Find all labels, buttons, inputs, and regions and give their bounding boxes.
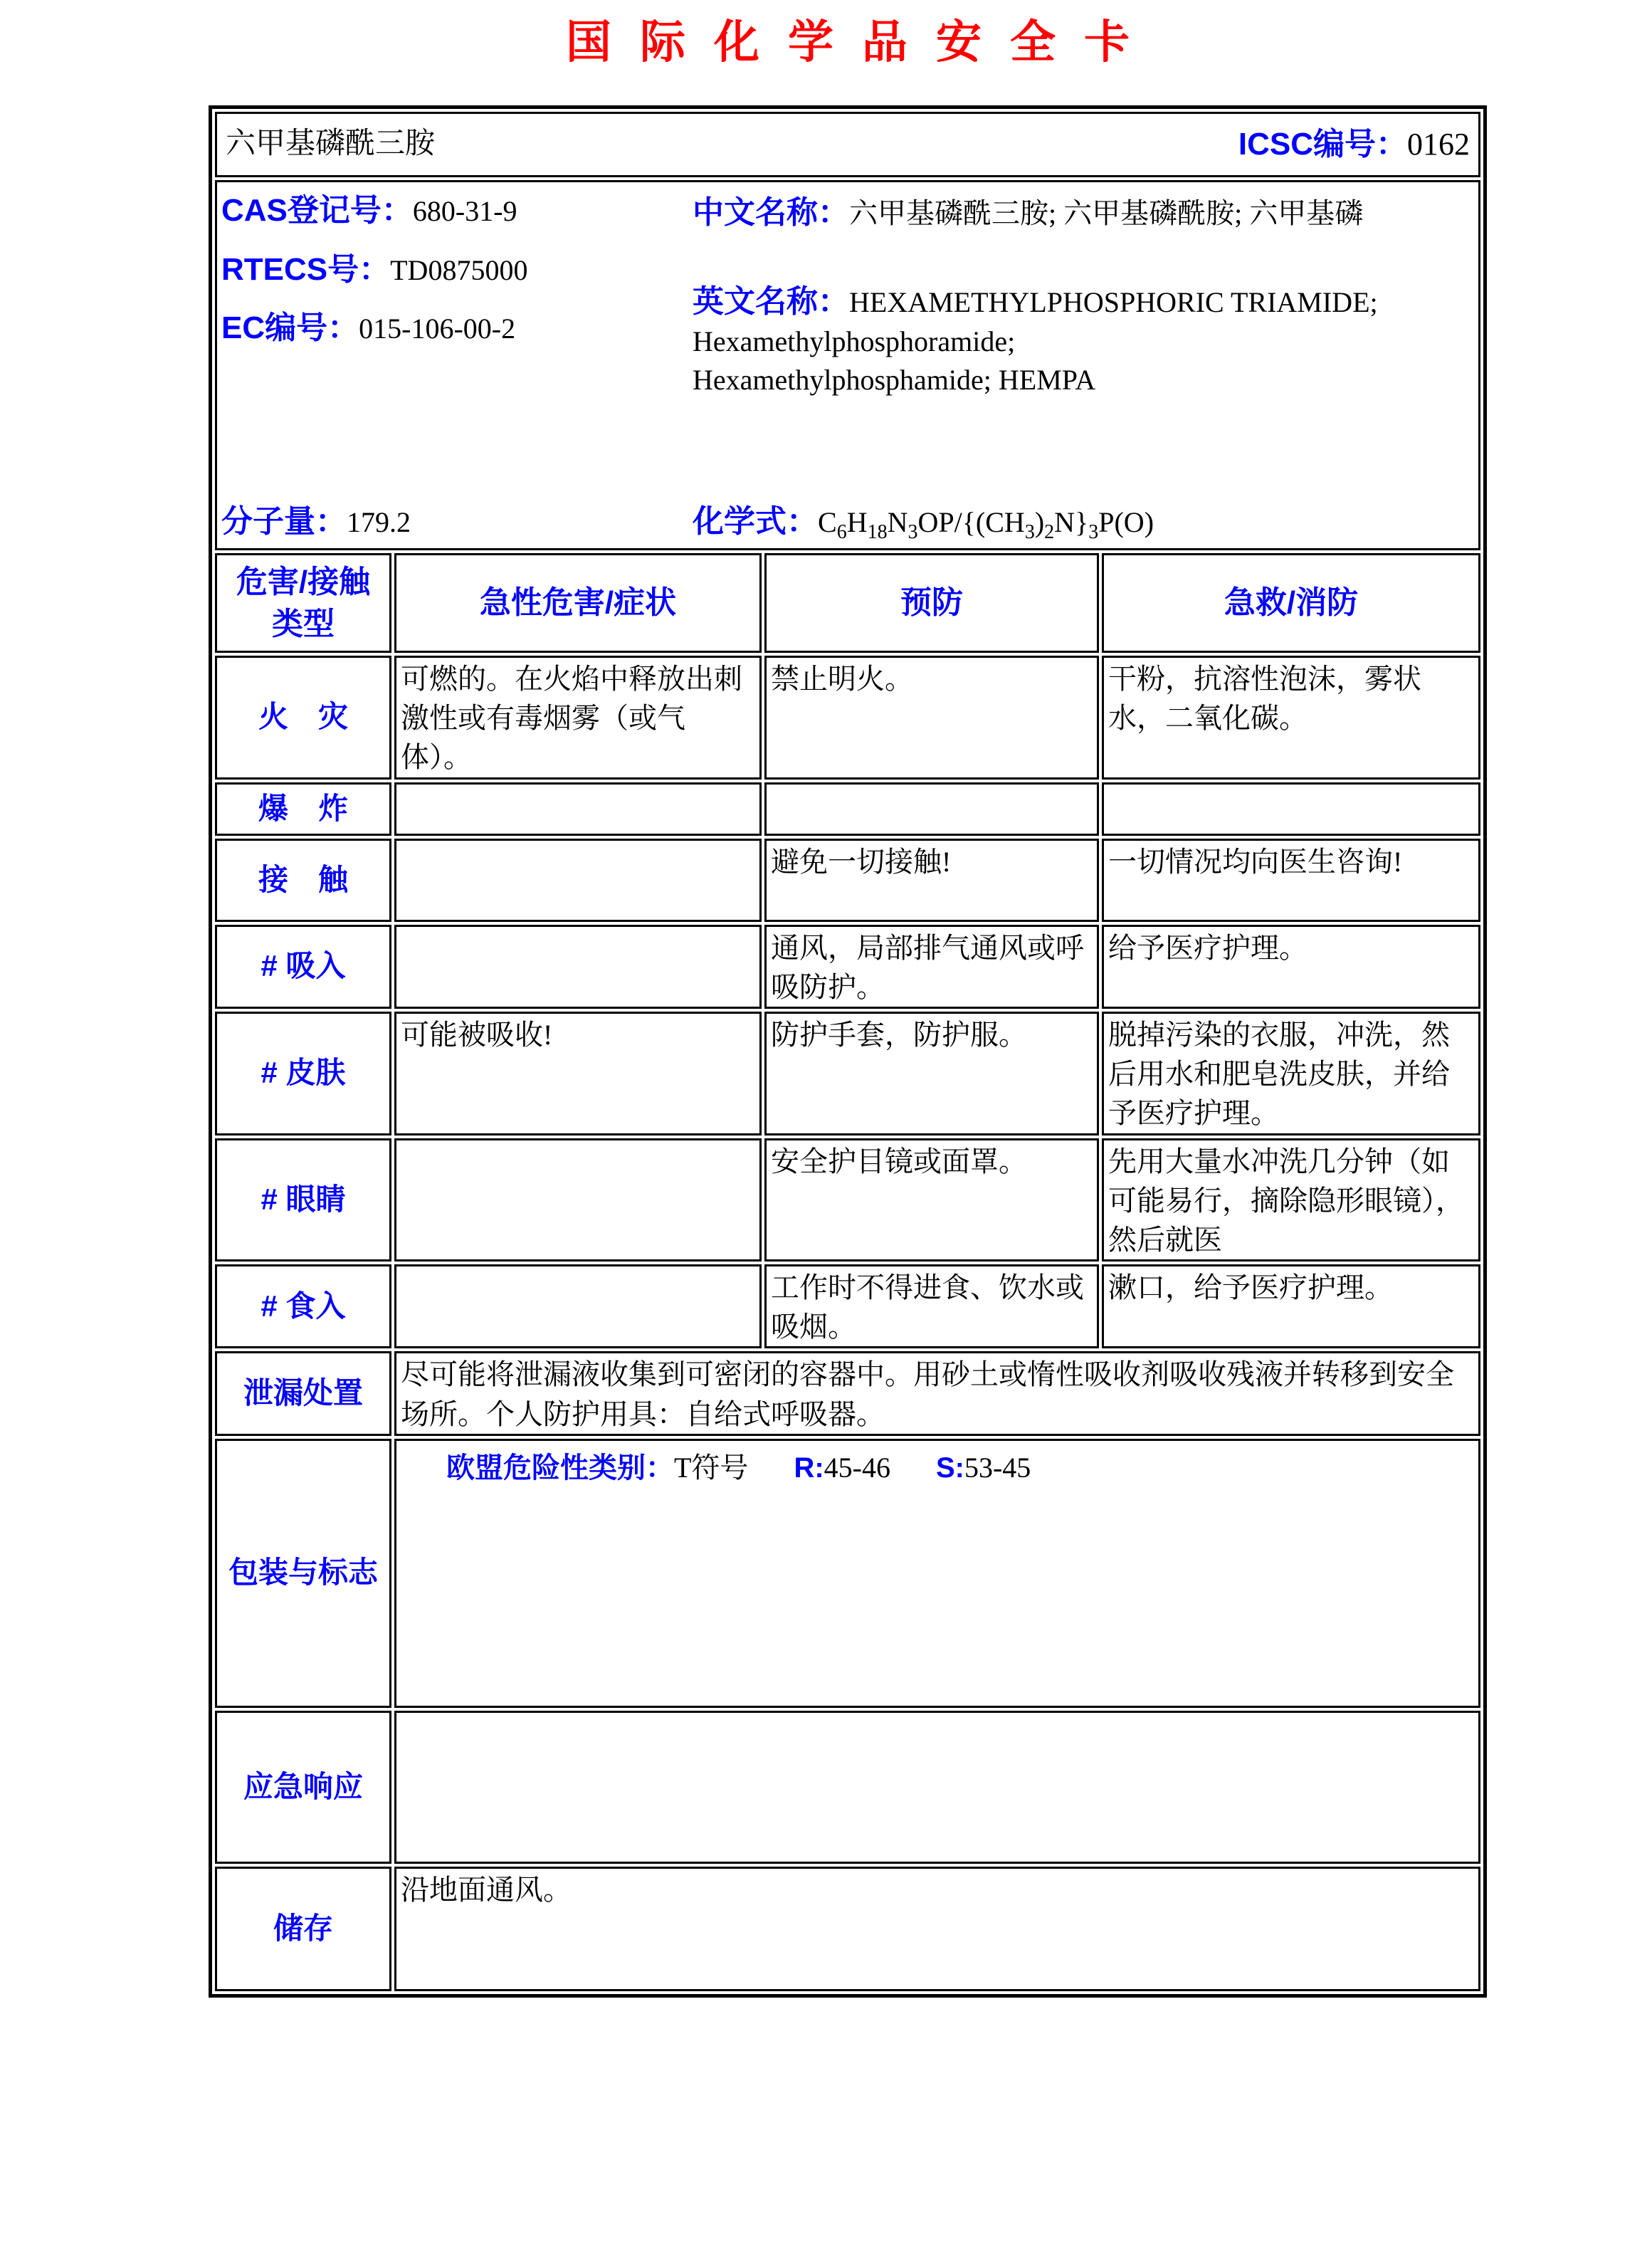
name-row [215, 112, 1480, 177]
identifiers-row [215, 180, 1480, 550]
fire-prevention: 禁止明火。 [764, 656, 1099, 780]
eyes-row [215, 1138, 1480, 1262]
fire-first-aid: 干粉，抗溶性泡沫，雾状水，二氧化碳。 [1102, 656, 1480, 780]
hazard-header-row [215, 553, 1480, 653]
chemical-names [693, 189, 1474, 500]
s-phrase-value: 53-45 [964, 1451, 1031, 1484]
chemical-formula-value: $C_6H_{18}N_3OP/\{(CH_3)_2N\}_3P(O)$ [818, 506, 1154, 544]
skin-row [215, 1012, 1480, 1135]
molecular-weight [221, 500, 693, 547]
r-phrase-value: 45-46 [824, 1451, 890, 1484]
contact-prevention: 避免一切接触! [764, 839, 1099, 922]
r-phrase-label: R: [794, 1452, 824, 1484]
skin-label: # 皮肤 [215, 1012, 391, 1135]
cas-label: CAS登记号： [221, 193, 413, 228]
name-bar [221, 114, 1474, 175]
ingestion-label: # 食入 [215, 1264, 391, 1348]
spill-text: 尽可能将泄漏液收集到可密闭的容器中。用砂土或惰性吸收剂吸收残液并转移到安全场所。个人防护用具：自给式呼吸器。 [394, 1351, 1480, 1435]
storage-row [215, 1867, 1480, 1991]
eu-class-value: T符号 [674, 1451, 749, 1484]
emergency-text [394, 1711, 1480, 1864]
emergency-row [215, 1711, 1480, 1864]
page-title: 国际化学品安全卡 [566, 17, 1158, 68]
chemical-name: 六甲基磷酰三胺 [226, 127, 436, 161]
rtecs-number [221, 248, 693, 292]
contact-row [215, 839, 1480, 922]
inhalation-first-aid: 给予医疗护理。 [1102, 925, 1480, 1009]
icsc-value: 0162 [1407, 126, 1470, 162]
icsc-label: ICSC编号： [1238, 126, 1407, 162]
english-name-label: 英文名称： [693, 284, 849, 319]
english-name-value: HEXAMETHYLPHOSPHORIC TRIAMIDE; Hexamethylphosphoramide; Hexamethylphosphamide; HEMPA [693, 286, 1378, 397]
inhalation-label: # 吸入 [215, 925, 391, 1009]
ec-number [221, 307, 693, 350]
header-acute-hazards: 急性危害/症状 [394, 553, 762, 653]
chinese-name-label: 中文名称： [693, 195, 849, 230]
contact-symptom [394, 839, 762, 922]
inhalation-row [215, 925, 1480, 1009]
english-name [693, 280, 1467, 399]
eyes-prevention: 安全护目镜或面罩。 [764, 1138, 1099, 1262]
skin-symptom: 可能被吸收! [394, 1012, 762, 1135]
explosion-label: 爆 炸 [215, 782, 391, 836]
fire-symptom: 可燃的。在火焰中释放出刺激性或有毒烟雾（或气体）。 [394, 656, 762, 780]
molecular-weight-label: 分子量： [221, 504, 347, 540]
safety-card-table [209, 105, 1487, 1998]
header-prevention: 预防 [764, 553, 1099, 653]
header-hazard-type: 危害/接触 类型 [215, 553, 391, 653]
cas-number [221, 189, 693, 233]
eyes-label: # 眼睛 [215, 1138, 391, 1262]
name-cell [215, 112, 1480, 177]
spill-row [215, 1351, 1480, 1435]
eu-hazard-class [401, 1441, 1474, 1488]
chinese-name [693, 189, 1467, 236]
eu-class-label: 欧盟危险性类别： [446, 1452, 674, 1484]
rtecs-label: RTECS号： [221, 251, 391, 287]
chemical-formula-label: 化学式： [693, 504, 818, 540]
registry-numbers [221, 189, 693, 500]
rtecs-value: TD0875000 [390, 253, 528, 286]
packaging-content [394, 1439, 1480, 1708]
fire-label: 火 灾 [215, 656, 391, 780]
fire-row [215, 656, 1480, 780]
explosion-row [215, 782, 1480, 836]
cas-value: 680-31-9 [412, 195, 517, 227]
ingestion-prevention: 工作时不得进食、饮水或吸烟。 [764, 1264, 1099, 1348]
explosion-prevention [764, 782, 1099, 836]
spill-label: 泄漏处置 [215, 1351, 391, 1435]
s-phrase-label: S: [935, 1452, 964, 1484]
identifiers-cell [215, 180, 1480, 550]
eyes-first-aid: 先用大量水冲洗几分钟（如可能易行，摘除隐形眼镜），然后就医 [1102, 1138, 1480, 1262]
identifiers-grid [221, 182, 1474, 550]
ingestion-symptom [394, 1264, 762, 1348]
chinese-name-value: 六甲基磷酰三胺; 六甲基磷酰胺; 六甲基磷 [849, 197, 1364, 229]
inhalation-prevention: 通风，局部排气通风或呼吸防护。 [764, 925, 1099, 1009]
contact-label: 接 触 [215, 839, 391, 922]
inhalation-symptom [394, 925, 762, 1009]
chemical-formula [693, 500, 1474, 547]
storage-label: 储存 [215, 1867, 391, 1991]
contact-first-aid: 一切情况均向医生咨询! [1102, 839, 1480, 922]
header-first-aid: 急救/消防 [1102, 553, 1480, 653]
skin-first-aid: 脱掉污染的衣服，冲洗，然后用水和肥皂洗皮肤，并给予医疗护理。 [1102, 1012, 1480, 1135]
emergency-label: 应急响应 [215, 1711, 391, 1864]
ec-value: 015-106-00-2 [359, 313, 516, 345]
storage-text: 沿地面通风。 [394, 1867, 1480, 1991]
explosion-first-aid [1102, 782, 1480, 836]
packaging-label: 包装与标志 [215, 1439, 391, 1708]
ec-label: EC编号： [221, 310, 359, 346]
explosion-symptom [394, 782, 762, 836]
ingestion-first-aid: 漱口，给予医疗护理。 [1102, 1264, 1480, 1348]
ingestion-row [215, 1264, 1480, 1348]
molecular-weight-value: 179.2 [347, 506, 411, 539]
packaging-row [215, 1439, 1480, 1708]
icsc-number [1238, 123, 1470, 167]
skin-prevention: 防护手套，防护服。 [764, 1012, 1099, 1135]
eyes-symptom [394, 1138, 762, 1262]
